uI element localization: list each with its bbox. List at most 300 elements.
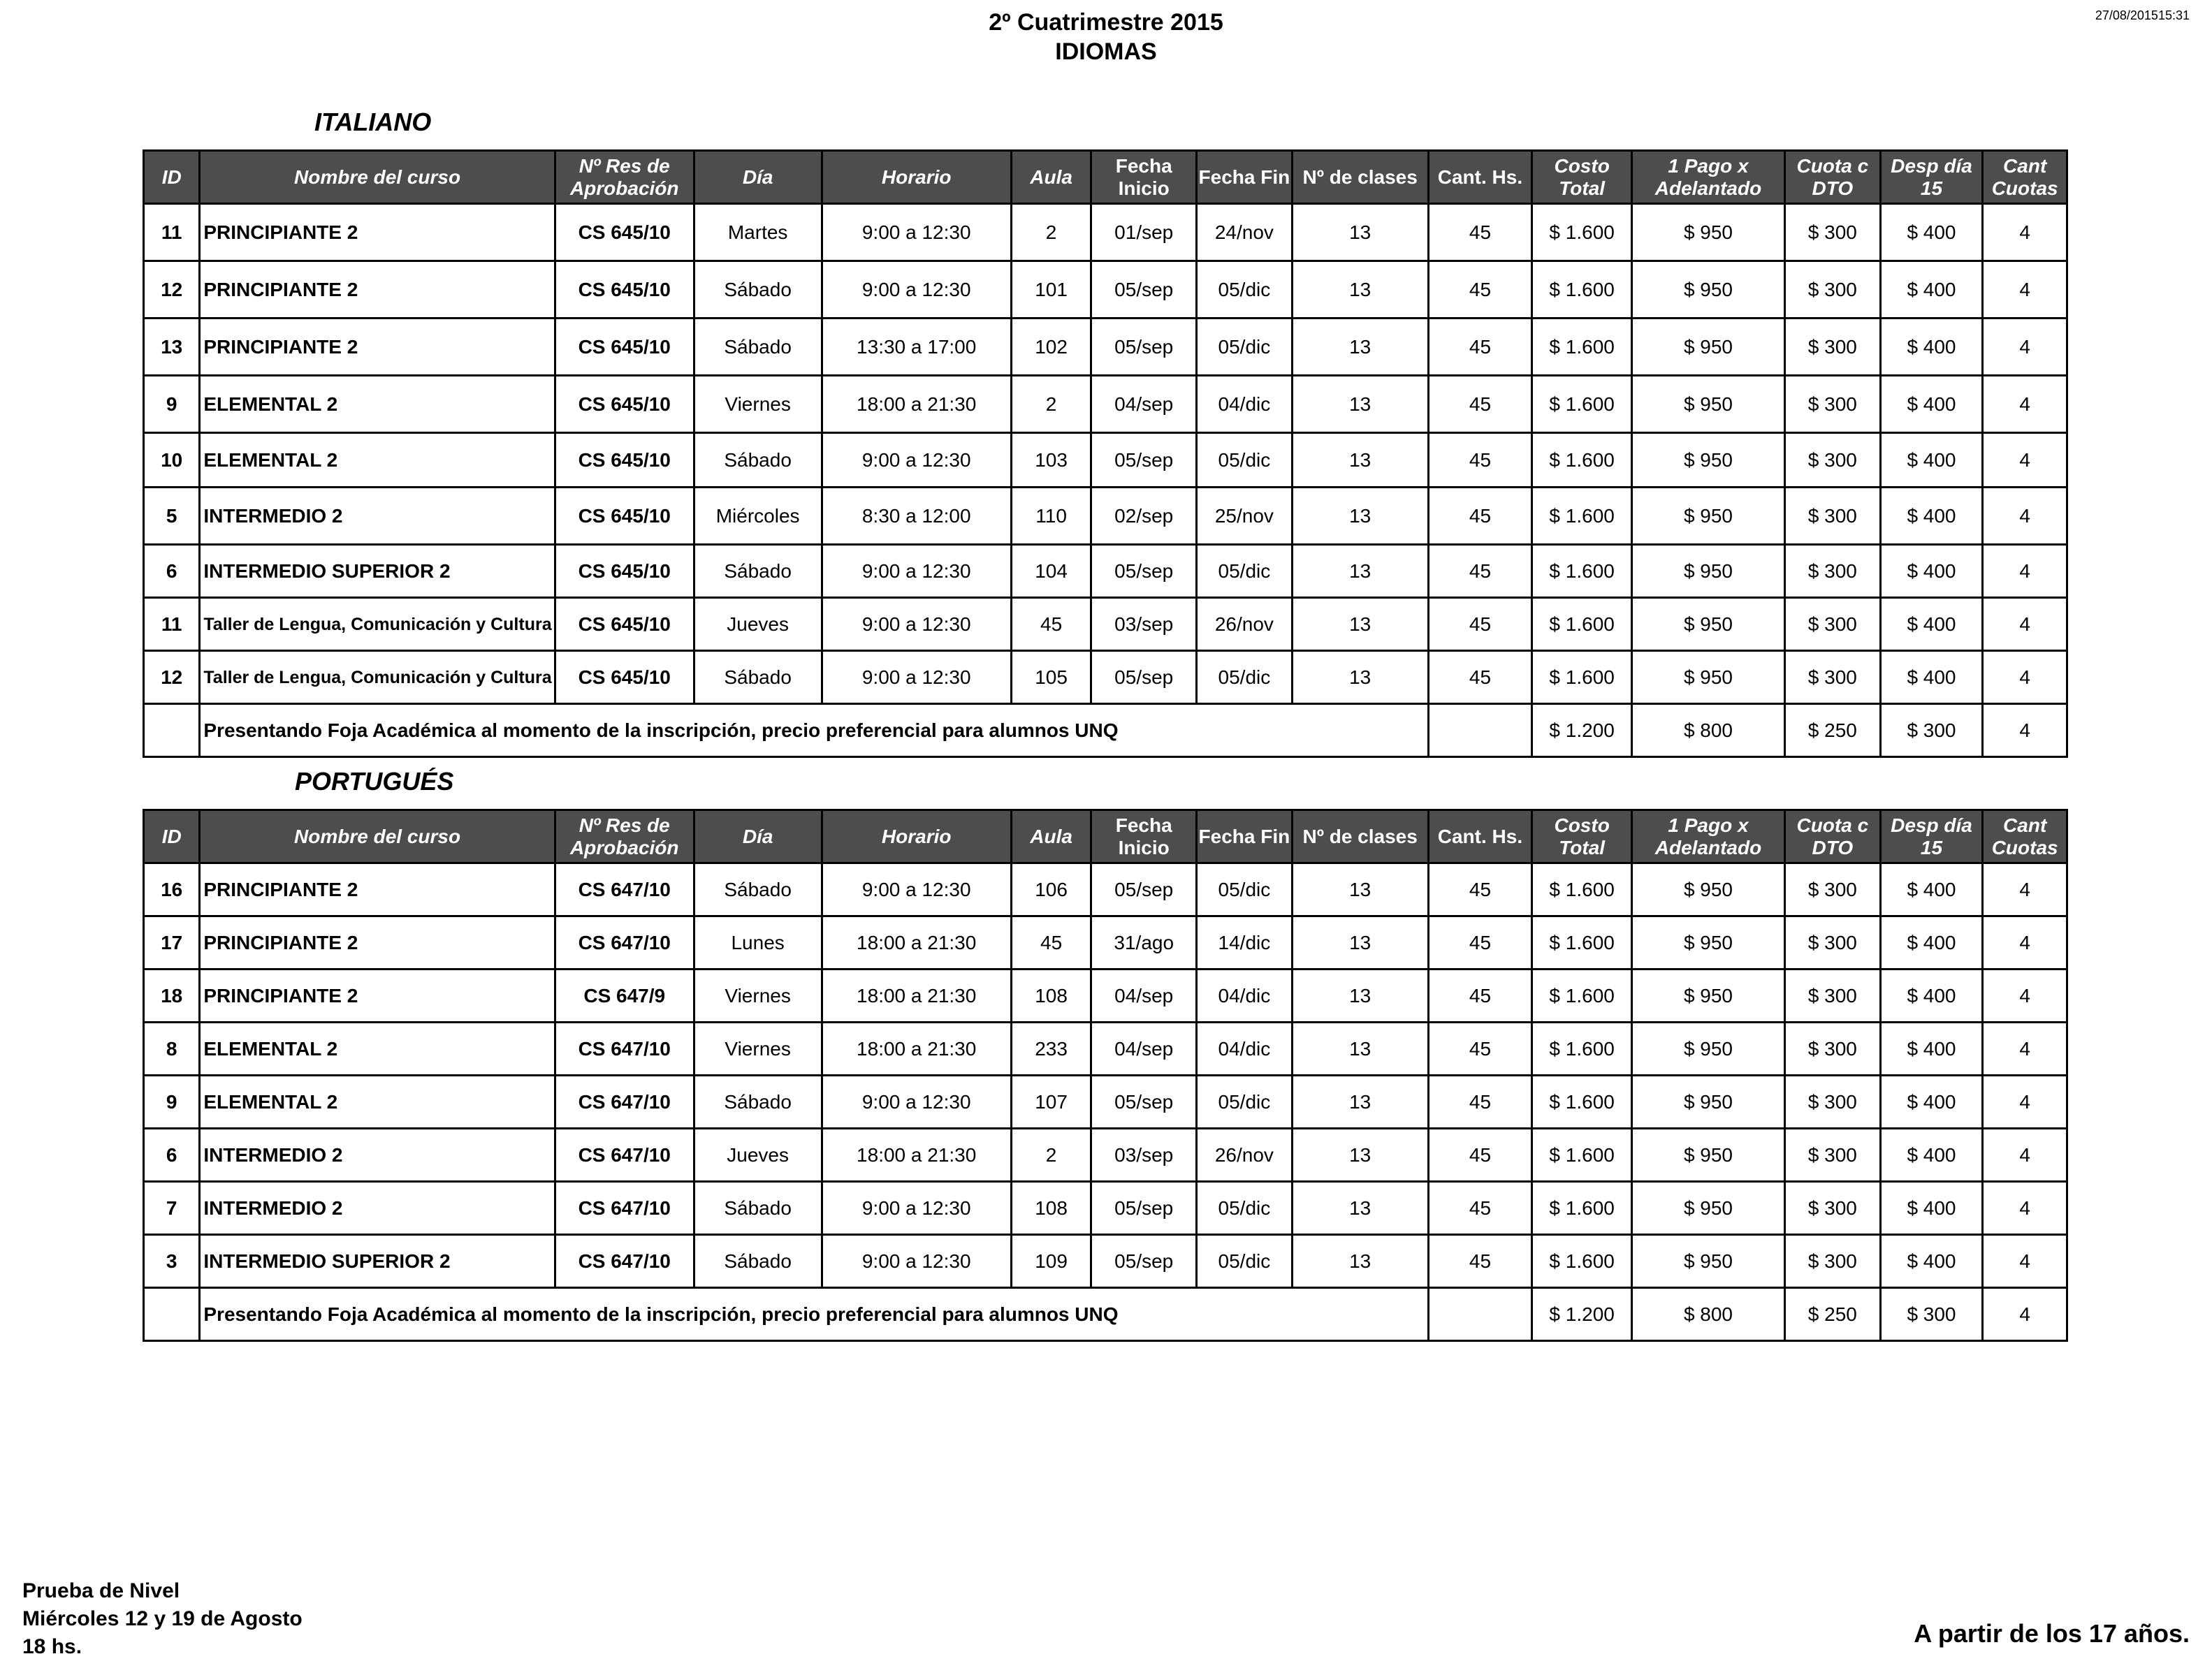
cell-desp-dia-15: $ 400 <box>1880 1129 1983 1182</box>
cell-id: 17 <box>144 916 200 969</box>
cell-dia: Sábado <box>694 1235 822 1288</box>
preferential-cant-cuotas: 4 <box>1983 1288 2067 1341</box>
cell-id: 10 <box>144 433 200 488</box>
cell-fecha-inicio: 05/sep <box>1091 1182 1197 1235</box>
cell-fecha-inicio: 04/sep <box>1091 1023 1197 1076</box>
cell-costo-total: $ 1.600 <box>1532 863 1632 916</box>
cell-1-pago-x-adelantado: $ 950 <box>1631 319 1784 376</box>
cell-aula: 103 <box>1011 433 1091 488</box>
cell-desp-dia-15: $ 400 <box>1880 319 1983 376</box>
cell-nombre-del-curso: Taller de Lengua, Comunicación y Cultura <box>200 598 555 651</box>
cell-costo-total: $ 1.600 <box>1532 598 1632 651</box>
cell-cant-cuotas: 4 <box>1983 545 2067 598</box>
table-row <box>144 863 2067 916</box>
cell-nombre-del-curso: ELEMENTAL 2 <box>200 1076 555 1129</box>
cell-n-de-clases: 13 <box>1292 1129 1428 1182</box>
cell-1-pago-x-adelantado: $ 950 <box>1631 1182 1784 1235</box>
section-title-italiano: ITALIANO <box>314 108 432 136</box>
cell-cant-hs: 45 <box>1428 863 1532 916</box>
cell-nombre-del-curso: ELEMENTAL 2 <box>200 376 555 433</box>
cell-n-res-de-aprobacion: CS 647/9 <box>555 969 694 1023</box>
cell-nombre-del-curso: PRINCIPIANTE 2 <box>200 863 555 916</box>
preferential-price-row <box>144 704 2067 757</box>
cell-n-de-clases: 13 <box>1292 488 1428 545</box>
table-row <box>144 916 2067 969</box>
cell-dia: Sábado <box>694 433 822 488</box>
cell-n-res-de-aprobacion: CS 647/10 <box>555 916 694 969</box>
cell-desp-dia-15: $ 400 <box>1880 545 1983 598</box>
cell-cant-hs: 45 <box>1428 1076 1532 1129</box>
cell-horario: 9:00 a 12:30 <box>822 651 1011 704</box>
cell-desp-dia-15: $ 400 <box>1880 433 1983 488</box>
cell-cant-hs: 45 <box>1428 1023 1532 1076</box>
cell-fecha-inicio: 04/sep <box>1091 969 1197 1023</box>
cell-id: 11 <box>144 598 200 651</box>
cell-cant-cuotas: 4 <box>1983 433 2067 488</box>
table-row <box>144 488 2067 545</box>
cell-nombre-del-curso: PRINCIPIANTE 2 <box>200 204 555 261</box>
cell-dia: Viernes <box>694 969 822 1023</box>
table-row <box>144 598 2067 651</box>
cell-id: 18 <box>144 969 200 1023</box>
cell-1-pago-x-adelantado: $ 950 <box>1631 261 1784 319</box>
column-header-cant-hs: Cant. Hs. <box>1428 810 1532 863</box>
cell-cuota-c-dto: $ 300 <box>1785 969 1881 1023</box>
cell-dia: Sábado <box>694 261 822 319</box>
cell-cant-hs: 45 <box>1428 969 1532 1023</box>
cell-cant-cuotas: 4 <box>1983 1023 2067 1076</box>
cell-horario: 18:00 a 21:30 <box>822 1023 1011 1076</box>
cell-fecha-fin: 05/dic <box>1197 651 1293 704</box>
cell-n-res-de-aprobacion: CS 647/10 <box>555 1235 694 1288</box>
cell-cant-cuotas: 4 <box>1983 1129 2067 1182</box>
column-header-cant-hs: Cant. Hs. <box>1428 151 1532 204</box>
cell-n-res-de-aprobacion: CS 645/10 <box>555 261 694 319</box>
section-title-portugues: PORTUGUÉS <box>295 767 454 796</box>
cell-n-de-clases: 13 <box>1292 598 1428 651</box>
page-title: 2º Cuatrimestre 2015 <box>989 9 1223 36</box>
table-row <box>144 1076 2067 1129</box>
cell-fecha-fin: 05/dic <box>1197 1235 1293 1288</box>
cell-costo-total: $ 1.600 <box>1532 1023 1632 1076</box>
cell-fecha-fin: 04/dic <box>1197 376 1293 433</box>
cell-n-de-clases: 13 <box>1292 1235 1428 1288</box>
cell-1-pago-x-adelantado: $ 950 <box>1631 1129 1784 1182</box>
cell-cuota-c-dto: $ 300 <box>1785 545 1881 598</box>
cell-fecha-inicio: 05/sep <box>1091 863 1197 916</box>
cell-1-pago-x-adelantado: $ 950 <box>1631 651 1784 704</box>
preferential-cuota-c-dto: $ 250 <box>1785 704 1881 757</box>
cell-cuota-c-dto: $ 300 <box>1785 1076 1881 1129</box>
cell-desp-dia-15: $ 400 <box>1880 651 1983 704</box>
cell-horario: 18:00 a 21:30 <box>822 916 1011 969</box>
preferential-cuota-c-dto: $ 250 <box>1785 1288 1881 1341</box>
empty-cell <box>144 1288 200 1341</box>
cell-cant-hs: 45 <box>1428 204 1532 261</box>
preferential-1-pago-x-adelantado: $ 800 <box>1631 704 1784 757</box>
column-header-aula: Aula <box>1011 151 1091 204</box>
cell-id: 5 <box>144 488 200 545</box>
cell-desp-dia-15: $ 400 <box>1880 916 1983 969</box>
cell-dia: Sábado <box>694 319 822 376</box>
cell-cant-hs: 45 <box>1428 916 1532 969</box>
cell-1-pago-x-adelantado: $ 950 <box>1631 598 1784 651</box>
cell-horario: 9:00 a 12:30 <box>822 545 1011 598</box>
cell-desp-dia-15: $ 400 <box>1880 863 1983 916</box>
cell-cant-hs: 45 <box>1428 1182 1532 1235</box>
cell-n-de-clases: 13 <box>1292 376 1428 433</box>
table-row <box>144 1129 2067 1182</box>
cell-cant-cuotas: 4 <box>1983 969 2067 1023</box>
cell-fecha-inicio: 05/sep <box>1091 651 1197 704</box>
cell-aula: 45 <box>1011 598 1091 651</box>
column-header-n-de-clases: Nº de clases <box>1292 151 1428 204</box>
cell-cuota-c-dto: $ 300 <box>1785 261 1881 319</box>
cell-1-pago-x-adelantado: $ 950 <box>1631 376 1784 433</box>
cell-1-pago-x-adelantado: $ 950 <box>1631 863 1784 916</box>
column-header-desp-dia-15: Desp día 15 <box>1880 810 1983 863</box>
cell-nombre-del-curso: PRINCIPIANTE 2 <box>200 319 555 376</box>
cell-cant-cuotas: 4 <box>1983 1182 2067 1235</box>
cell-nombre-del-curso: PRINCIPIANTE 2 <box>200 969 555 1023</box>
preferential-price-row <box>144 1288 2067 1341</box>
cell-1-pago-x-adelantado: $ 950 <box>1631 1023 1784 1076</box>
cell-cuota-c-dto: $ 300 <box>1785 1235 1881 1288</box>
cell-horario: 9:00 a 12:30 <box>822 1182 1011 1235</box>
cell-costo-total: $ 1.600 <box>1532 916 1632 969</box>
cell-1-pago-x-adelantado: $ 950 <box>1631 204 1784 261</box>
empty-cell <box>1428 704 1532 757</box>
column-header-fecha-fin: Fecha Fin <box>1197 151 1293 204</box>
column-header-n-de-clases: Nº de clases <box>1292 810 1428 863</box>
cell-aula: 108 <box>1011 969 1091 1023</box>
cell-nombre-del-curso: PRINCIPIANTE 2 <box>200 916 555 969</box>
cell-fecha-fin: 26/nov <box>1197 598 1293 651</box>
table-row <box>144 1023 2067 1076</box>
cell-dia: Miércoles <box>694 488 822 545</box>
cell-1-pago-x-adelantado: $ 950 <box>1631 916 1784 969</box>
cell-nombre-del-curso: ELEMENTAL 2 <box>200 1023 555 1076</box>
cell-cant-cuotas: 4 <box>1983 598 2067 651</box>
preferential-price-note: Presentando Foja Académica al momento de la inscripción, precio preferencial para alumnos UNQ <box>200 1288 1428 1341</box>
table-row <box>144 261 2067 319</box>
cell-n-res-de-aprobacion: CS 645/10 <box>555 376 694 433</box>
column-header-horario: Horario <box>822 151 1011 204</box>
cell-fecha-fin: 25/nov <box>1197 488 1293 545</box>
column-header-id: ID <box>144 810 200 863</box>
cell-dia: Jueves <box>694 598 822 651</box>
cell-cant-cuotas: 4 <box>1983 204 2067 261</box>
cell-id: 11 <box>144 204 200 261</box>
column-header-1-pago-x-adelantado: 1 Pago x Adelantado <box>1631 810 1784 863</box>
cell-costo-total: $ 1.600 <box>1532 969 1632 1023</box>
cell-n-de-clases: 13 <box>1292 261 1428 319</box>
cell-horario: 9:00 a 12:30 <box>822 1235 1011 1288</box>
cell-n-res-de-aprobacion: CS 645/10 <box>555 319 694 376</box>
cell-dia: Jueves <box>694 1129 822 1182</box>
cell-costo-total: $ 1.600 <box>1532 376 1632 433</box>
cell-fecha-inicio: 05/sep <box>1091 1235 1197 1288</box>
cell-cant-hs: 45 <box>1428 376 1532 433</box>
page-subtitle: IDIOMAS <box>1055 38 1157 65</box>
cell-fecha-fin: 05/dic <box>1197 319 1293 376</box>
cell-n-res-de-aprobacion: CS 647/10 <box>555 1182 694 1235</box>
cell-id: 8 <box>144 1023 200 1076</box>
column-header-costo-total: Costo Total <box>1532 810 1632 863</box>
table-row <box>144 204 2067 261</box>
cell-horario: 18:00 a 21:30 <box>822 969 1011 1023</box>
column-header-cant-cuotas: Cant Cuotas <box>1983 151 2067 204</box>
cell-dia: Lunes <box>694 916 822 969</box>
courses-table-italiano <box>143 149 2068 758</box>
cell-id: 9 <box>144 1076 200 1129</box>
preferential-price-note: Presentando Foja Académica al momento de la inscripción, precio preferencial para alumnos UNQ <box>200 704 1428 757</box>
cell-fecha-inicio: 01/sep <box>1091 204 1197 261</box>
cell-n-res-de-aprobacion: CS 647/10 <box>555 1076 694 1129</box>
cell-fecha-fin: 05/dic <box>1197 545 1293 598</box>
cell-costo-total: $ 1.600 <box>1532 651 1632 704</box>
cell-n-res-de-aprobacion: CS 647/10 <box>555 1023 694 1076</box>
column-header-1-pago-x-adelantado: 1 Pago x Adelantado <box>1631 151 1784 204</box>
cell-cant-hs: 45 <box>1428 651 1532 704</box>
cell-fecha-fin: 24/nov <box>1197 204 1293 261</box>
cell-cuota-c-dto: $ 300 <box>1785 863 1881 916</box>
cell-aula: 2 <box>1011 204 1091 261</box>
column-header-dia: Día <box>694 151 822 204</box>
cell-id: 6 <box>144 545 200 598</box>
cell-id: 3 <box>144 1235 200 1288</box>
cell-id: 7 <box>144 1182 200 1235</box>
column-header-nombre-del-curso: Nombre del curso <box>200 151 555 204</box>
cell-nombre-del-curso: INTERMEDIO 2 <box>200 1182 555 1235</box>
cell-horario: 18:00 a 21:30 <box>822 376 1011 433</box>
cell-fecha-fin: 05/dic <box>1197 1182 1293 1235</box>
table-row <box>144 545 2067 598</box>
cell-desp-dia-15: $ 400 <box>1880 1182 1983 1235</box>
table-row <box>144 1182 2067 1235</box>
cell-cant-hs: 45 <box>1428 1235 1532 1288</box>
table-row <box>144 319 2067 376</box>
cell-nombre-del-curso: INTERMEDIO 2 <box>200 488 555 545</box>
cell-horario: 9:00 a 12:30 <box>822 598 1011 651</box>
cell-cant-hs: 45 <box>1428 261 1532 319</box>
column-header-dia: Día <box>694 810 822 863</box>
preferential-costo-total: $ 1.200 <box>1532 1288 1632 1341</box>
cell-cant-hs: 45 <box>1428 319 1532 376</box>
cell-costo-total: $ 1.600 <box>1532 433 1632 488</box>
level-test-time: 18 hs. <box>22 1635 82 1658</box>
cell-fecha-inicio: 31/ago <box>1091 916 1197 969</box>
cell-cuota-c-dto: $ 300 <box>1785 1129 1881 1182</box>
table-row <box>144 433 2067 488</box>
cell-nombre-del-curso: INTERMEDIO SUPERIOR 2 <box>200 1235 555 1288</box>
cell-nombre-del-curso: INTERMEDIO 2 <box>200 1129 555 1182</box>
cell-id: 12 <box>144 261 200 319</box>
column-header-n-res-de-aprobacion: Nº Res de Aprobación <box>555 151 694 204</box>
cell-cuota-c-dto: $ 300 <box>1785 598 1881 651</box>
cell-aula: 2 <box>1011 1129 1091 1182</box>
cell-nombre-del-curso: ELEMENTAL 2 <box>200 433 555 488</box>
table-row <box>144 651 2067 704</box>
cell-desp-dia-15: $ 400 <box>1880 204 1983 261</box>
cell-cuota-c-dto: $ 300 <box>1785 651 1881 704</box>
cell-1-pago-x-adelantado: $ 950 <box>1631 1076 1784 1129</box>
cell-fecha-inicio: 05/sep <box>1091 433 1197 488</box>
cell-n-res-de-aprobacion: CS 645/10 <box>555 433 694 488</box>
cell-cuota-c-dto: $ 300 <box>1785 488 1881 545</box>
cell-desp-dia-15: $ 400 <box>1880 376 1983 433</box>
cell-cuota-c-dto: $ 300 <box>1785 1182 1881 1235</box>
cell-desp-dia-15: $ 400 <box>1880 1235 1983 1288</box>
cell-aula: 45 <box>1011 916 1091 969</box>
cell-fecha-inicio: 03/sep <box>1091 598 1197 651</box>
cell-aula: 2 <box>1011 376 1091 433</box>
cell-horario: 9:00 a 12:30 <box>822 863 1011 916</box>
level-test-info <box>22 1577 303 1661</box>
cell-n-res-de-aprobacion: CS 647/10 <box>555 863 694 916</box>
cell-cant-hs: 45 <box>1428 488 1532 545</box>
table-row <box>144 969 2067 1023</box>
column-header-costo-total: Costo Total <box>1532 151 1632 204</box>
cell-n-de-clases: 13 <box>1292 433 1428 488</box>
cell-1-pago-x-adelantado: $ 950 <box>1631 488 1784 545</box>
cell-n-res-de-aprobacion: CS 645/10 <box>555 598 694 651</box>
cell-nombre-del-curso: INTERMEDIO SUPERIOR 2 <box>200 545 555 598</box>
cell-n-de-clases: 13 <box>1292 319 1428 376</box>
cell-aula: 102 <box>1011 319 1091 376</box>
cell-id: 12 <box>144 651 200 704</box>
level-test-title: Prueba de Nivel <box>22 1579 180 1602</box>
cell-id: 9 <box>144 376 200 433</box>
cell-1-pago-x-adelantado: $ 950 <box>1631 969 1784 1023</box>
column-header-fecha-inicio: Fecha Inicio <box>1091 151 1197 204</box>
cell-desp-dia-15: $ 400 <box>1880 1023 1983 1076</box>
cell-cuota-c-dto: $ 300 <box>1785 204 1881 261</box>
cell-fecha-inicio: 05/sep <box>1091 319 1197 376</box>
cell-fecha-fin: 05/dic <box>1197 863 1293 916</box>
column-header-fecha-fin: Fecha Fin <box>1197 810 1293 863</box>
cell-dia: Viernes <box>694 1023 822 1076</box>
cell-1-pago-x-adelantado: $ 950 <box>1631 433 1784 488</box>
cell-aula: 110 <box>1011 488 1091 545</box>
cell-id: 13 <box>144 319 200 376</box>
cell-fecha-fin: 26/nov <box>1197 1129 1293 1182</box>
cell-n-res-de-aprobacion: CS 645/10 <box>555 651 694 704</box>
cell-horario: 13:30 a 17:00 <box>822 319 1011 376</box>
cell-costo-total: $ 1.600 <box>1532 1182 1632 1235</box>
cell-fecha-inicio: 05/sep <box>1091 1076 1197 1129</box>
cell-n-de-clases: 13 <box>1292 651 1428 704</box>
cell-costo-total: $ 1.600 <box>1532 1076 1632 1129</box>
cell-dia: Sábado <box>694 651 822 704</box>
cell-desp-dia-15: $ 400 <box>1880 1076 1983 1129</box>
column-header-n-res-de-aprobacion: Nº Res de Aprobación <box>555 810 694 863</box>
cell-cant-cuotas: 4 <box>1983 1235 2067 1288</box>
cell-aula: 109 <box>1011 1235 1091 1288</box>
cell-cant-cuotas: 4 <box>1983 916 2067 969</box>
cell-cant-hs: 45 <box>1428 598 1532 651</box>
cell-costo-total: $ 1.600 <box>1532 1235 1632 1288</box>
cell-cant-hs: 45 <box>1428 1129 1532 1182</box>
cell-n-de-clases: 13 <box>1292 1182 1428 1235</box>
courses-table-portugues <box>143 809 2068 1342</box>
cell-nombre-del-curso: PRINCIPIANTE 2 <box>200 261 555 319</box>
cell-aula: 101 <box>1011 261 1091 319</box>
cell-desp-dia-15: $ 400 <box>1880 598 1983 651</box>
cell-horario: 9:00 a 12:30 <box>822 1076 1011 1129</box>
column-header-nombre-del-curso: Nombre del curso <box>200 810 555 863</box>
cell-cant-hs: 45 <box>1428 433 1532 488</box>
cell-fecha-fin: 05/dic <box>1197 433 1293 488</box>
cell-costo-total: $ 1.600 <box>1532 319 1632 376</box>
table-row <box>144 376 2067 433</box>
cell-cant-cuotas: 4 <box>1983 488 2067 545</box>
cell-desp-dia-15: $ 400 <box>1880 261 1983 319</box>
table-row <box>144 1235 2067 1288</box>
cell-cant-cuotas: 4 <box>1983 261 2067 319</box>
preferential-cant-cuotas: 4 <box>1983 704 2067 757</box>
cell-costo-total: $ 1.600 <box>1532 204 1632 261</box>
empty-cell <box>1428 1288 1532 1341</box>
cell-desp-dia-15: $ 400 <box>1880 969 1983 1023</box>
cell-dia: Sábado <box>694 545 822 598</box>
column-header-horario: Horario <box>822 810 1011 863</box>
cell-n-de-clases: 13 <box>1292 1076 1428 1129</box>
cell-aula: 108 <box>1011 1182 1091 1235</box>
cell-fecha-fin: 05/dic <box>1197 261 1293 319</box>
cell-nombre-del-curso: Taller de Lengua, Comunicación y Cultura <box>200 651 555 704</box>
cell-cuota-c-dto: $ 300 <box>1785 319 1881 376</box>
preferential-1-pago-x-adelantado: $ 800 <box>1631 1288 1784 1341</box>
cell-cant-cuotas: 4 <box>1983 1076 2067 1129</box>
cell-n-de-clases: 13 <box>1292 969 1428 1023</box>
age-requirement: A partir de los 17 años. <box>1914 1619 2190 1648</box>
cell-aula: 106 <box>1011 863 1091 916</box>
cell-costo-total: $ 1.600 <box>1532 1129 1632 1182</box>
cell-n-de-clases: 13 <box>1292 204 1428 261</box>
timestamp: 27/08/201515:31 <box>2095 8 2190 22</box>
cell-desp-dia-15: $ 400 <box>1880 488 1983 545</box>
cell-cant-cuotas: 4 <box>1983 863 2067 916</box>
cell-fecha-inicio: 05/sep <box>1091 545 1197 598</box>
cell-fecha-inicio: 02/sep <box>1091 488 1197 545</box>
cell-horario: 8:30 a 12:00 <box>822 488 1011 545</box>
cell-cant-cuotas: 4 <box>1983 319 2067 376</box>
cell-cuota-c-dto: $ 300 <box>1785 1023 1881 1076</box>
cell-1-pago-x-adelantado: $ 950 <box>1631 545 1784 598</box>
cell-costo-total: $ 1.600 <box>1532 545 1632 598</box>
cell-cuota-c-dto: $ 300 <box>1785 916 1881 969</box>
cell-costo-total: $ 1.600 <box>1532 488 1632 545</box>
cell-id: 16 <box>144 863 200 916</box>
cell-dia: Viernes <box>694 376 822 433</box>
cell-fecha-inicio: 03/sep <box>1091 1129 1197 1182</box>
cell-cuota-c-dto: $ 300 <box>1785 376 1881 433</box>
cell-fecha-fin: 05/dic <box>1197 1076 1293 1129</box>
cell-n-de-clases: 13 <box>1292 545 1428 598</box>
column-header-fecha-inicio: Fecha Inicio <box>1091 810 1197 863</box>
cell-costo-total: $ 1.600 <box>1532 261 1632 319</box>
cell-fecha-fin: 04/dic <box>1197 969 1293 1023</box>
cell-n-res-de-aprobacion: CS 645/10 <box>555 204 694 261</box>
preferential-desp-dia-15: $ 300 <box>1880 704 1983 757</box>
cell-fecha-inicio: 05/sep <box>1091 261 1197 319</box>
cell-n-de-clases: 13 <box>1292 863 1428 916</box>
column-header-id: ID <box>144 151 200 204</box>
cell-dia: Sábado <box>694 863 822 916</box>
cell-aula: 105 <box>1011 651 1091 704</box>
cell-fecha-fin: 04/dic <box>1197 1023 1293 1076</box>
